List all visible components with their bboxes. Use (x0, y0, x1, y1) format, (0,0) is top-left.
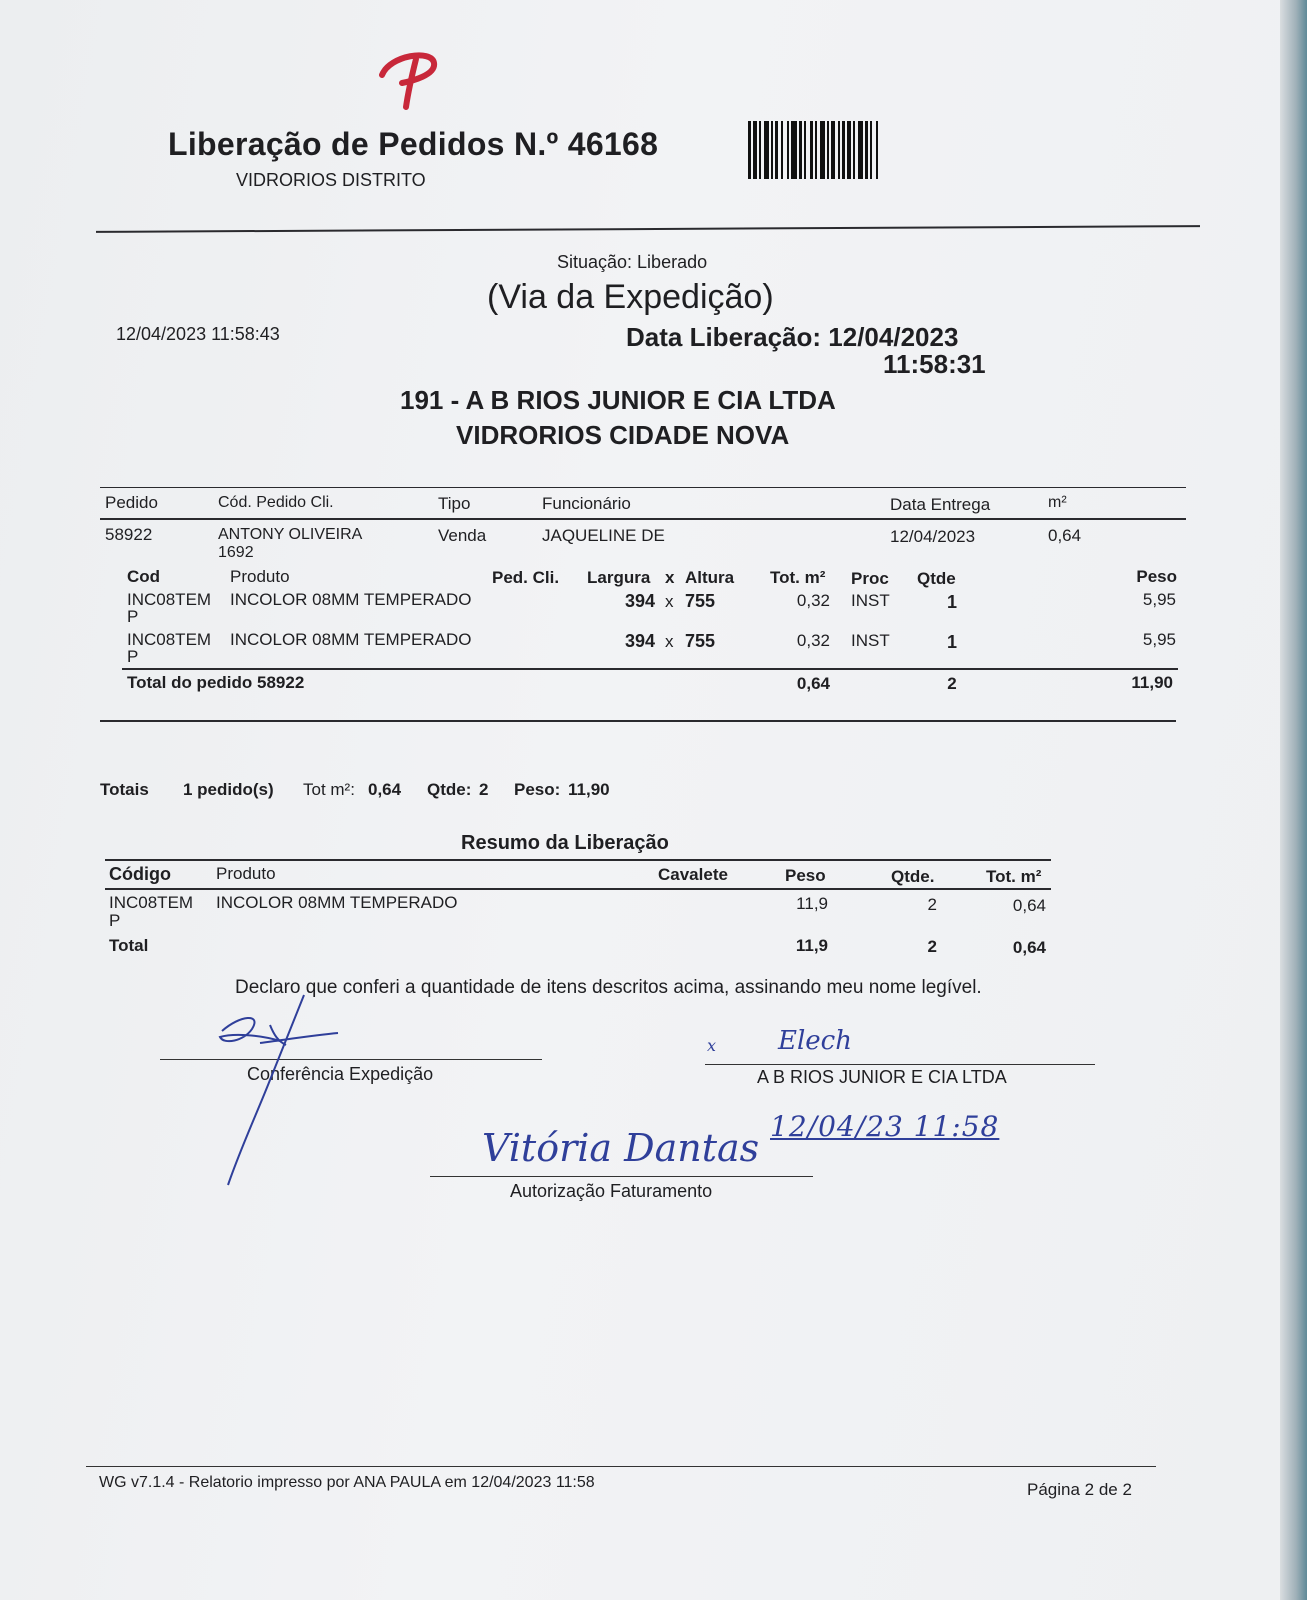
order-total-label: Total do pedido 58922 (127, 673, 305, 692)
col-header-data-entrega: Data Entrega (890, 495, 991, 514)
order-data-entrega: 12/04/2023 (890, 527, 976, 546)
situation-text: Situação: Liberado (557, 252, 708, 272)
handwritten-datetime: 12/04/23 11:58 (770, 1110, 1000, 1143)
order-top-line (100, 487, 1186, 488)
footer-line (86, 1466, 1156, 1467)
summary-tot-m2: 0,64 (1012, 896, 1046, 915)
order-number: 58922 (105, 525, 153, 544)
totals-peso: 11,90 (568, 780, 610, 799)
item-header-qtde: Qtde (917, 569, 956, 588)
summary-header-line (105, 888, 1051, 890)
summary-header-qtde: Qtde. (891, 867, 935, 886)
col-header-tipo: Tipo (438, 494, 471, 513)
summary-header-tot-m2: Tot. m² (986, 867, 1042, 886)
summary-header-codigo: Código (109, 864, 171, 884)
summary-peso: 11,9 (796, 894, 828, 913)
cliente-signature-line (705, 1064, 1095, 1065)
summary-codigo: INC08TEM (109, 893, 194, 912)
order-bottom-line (100, 720, 1176, 722)
item-header-altura: Altura (685, 568, 735, 587)
item-proc: INST (851, 591, 890, 610)
handwritten-x: x (707, 1036, 717, 1055)
handwritten-signature-cliente: Elech (778, 1026, 852, 1056)
item-cod: INC08TEM (127, 590, 212, 609)
summary-header-peso: Peso (785, 866, 826, 885)
item-header-largura: Largura (587, 568, 651, 587)
col-header-cod-pedido-cli: Cód. Pedido Cli. (218, 494, 334, 511)
order-header-line (100, 518, 1186, 520)
order-tipo: Venda (438, 526, 487, 545)
client-name: 191 - A B RIOS JUNIOR E CIA LTDA (400, 385, 836, 415)
item-x: x (665, 592, 674, 611)
col-header-pedido: Pedido (105, 493, 158, 512)
totals-m2-label: Tot m²: (303, 780, 355, 799)
via-label: (Via da Expedição) (487, 278, 774, 316)
item-tot-m2: 0,32 (796, 591, 830, 610)
order-total-line (122, 668, 1178, 670)
summary-header-produto: Produto (216, 864, 276, 883)
col-header-funcionario: Funcionário (542, 494, 631, 513)
summary-header-cavalete: Cavalete (658, 865, 728, 884)
totals-pedidos: 1 pedido(s) (183, 780, 274, 799)
autorizacao-label: Autorização Faturamento (510, 1181, 713, 1201)
totals-qtde: 2 (479, 780, 489, 799)
totals-peso-label: Peso: (514, 780, 561, 799)
company-name: VIDRORIOS DISTRITO (236, 170, 426, 190)
item-peso: 5,95 (1142, 590, 1176, 609)
totals-qtde-label: Qtde: (427, 780, 472, 799)
item-header-x: x (665, 568, 675, 587)
summary-title: Resumo da Liberação (461, 832, 669, 854)
order-funcionario: JAQUELINE DE (542, 526, 665, 545)
order-client-line1: ANTONY OLIVEIRA (218, 526, 363, 543)
logo-p-mark (372, 45, 444, 115)
item-cod-cont: P (127, 607, 139, 626)
client-store: VIDRORIOS CIDADE NOVA (456, 420, 790, 450)
item-qtde: 1 (946, 592, 957, 612)
item-peso: 5,95 (1142, 630, 1176, 649)
barcode (748, 121, 944, 179)
totals-label: Totais (100, 780, 149, 799)
item-largura: 394 (624, 591, 655, 611)
handwritten-signature-autorizacao: Vitória Dantas (482, 1126, 760, 1170)
item-produto: INCOLOR 08MM TEMPERADO (230, 630, 472, 649)
item-qtde: 1 (946, 632, 957, 652)
item-cod: INC08TEM (127, 630, 212, 649)
item-produto: INCOLOR 08MM TEMPERADO (230, 590, 472, 609)
item-header-tot-m2: Tot. m² (770, 568, 826, 587)
release-time: 11:58:31 (883, 349, 986, 379)
item-header-ped-cli: Ped. Cli. (492, 568, 560, 587)
summary-qtde: 2 (927, 895, 937, 914)
item-header-cod: Cod (127, 567, 161, 586)
totals-m2: 0,64 (368, 780, 402, 799)
item-altura: 755 (685, 591, 716, 611)
order-client-line2: 1692 (218, 544, 254, 561)
item-altura: 755 (685, 631, 716, 651)
print-timestamp: 12/04/2023 11:58:43 (116, 324, 280, 344)
summary-total-tot-m2: 0,64 (1012, 938, 1046, 957)
col-header-m2: m² (1048, 494, 1067, 511)
autorizacao-signature-line (430, 1176, 813, 1177)
declaration-text: Declaro que conferi a quantidade de itens descritos acima, assinando meu nome legível. (235, 977, 982, 998)
release-date: Data Liberação: 12/04/2023 (626, 322, 959, 352)
summary-produto: INCOLOR 08MM TEMPERADO (216, 893, 458, 912)
item-cod-cont: P (127, 647, 139, 666)
page-number: Página 2 de 2 (1027, 1480, 1132, 1499)
summary-top-line (105, 859, 1051, 861)
order-total-qtde: 2 (947, 674, 957, 693)
order-total-m2: 0,64 (796, 674, 830, 693)
summary-total-qtde: 2 (927, 937, 937, 956)
item-header-produto: Produto (230, 567, 290, 586)
item-tot-m2: 0,32 (796, 631, 830, 650)
document-title: Liberação de Pedidos N.º 46168 (168, 126, 659, 162)
footer-print-info: WG v7.1.4 - Relatorio impresso por ANA PAULA em 12/04/2023 11:58 (99, 1474, 595, 1491)
table-edge-background (1280, 0, 1307, 1600)
item-largura: 394 (624, 631, 655, 651)
item-x: x (665, 632, 674, 651)
summary-codigo-cont: P (109, 911, 121, 930)
item-header-peso: Peso (1136, 567, 1177, 586)
item-header-proc: Proc (851, 569, 889, 588)
summary-total-label: Total (109, 936, 149, 955)
cliente-label: A B RIOS JUNIOR E CIA LTDA (757, 1067, 1007, 1087)
conferencia-label: Conferência Expedição (247, 1064, 434, 1084)
summary-total-peso: 11,9 (795, 936, 828, 955)
order-total-peso: 11,90 (1131, 673, 1173, 692)
order-m2: 0,64 (1048, 526, 1082, 545)
item-proc: INST (851, 631, 890, 650)
header-divider (96, 225, 1200, 233)
handwritten-signature-conferencia (200, 985, 360, 1195)
